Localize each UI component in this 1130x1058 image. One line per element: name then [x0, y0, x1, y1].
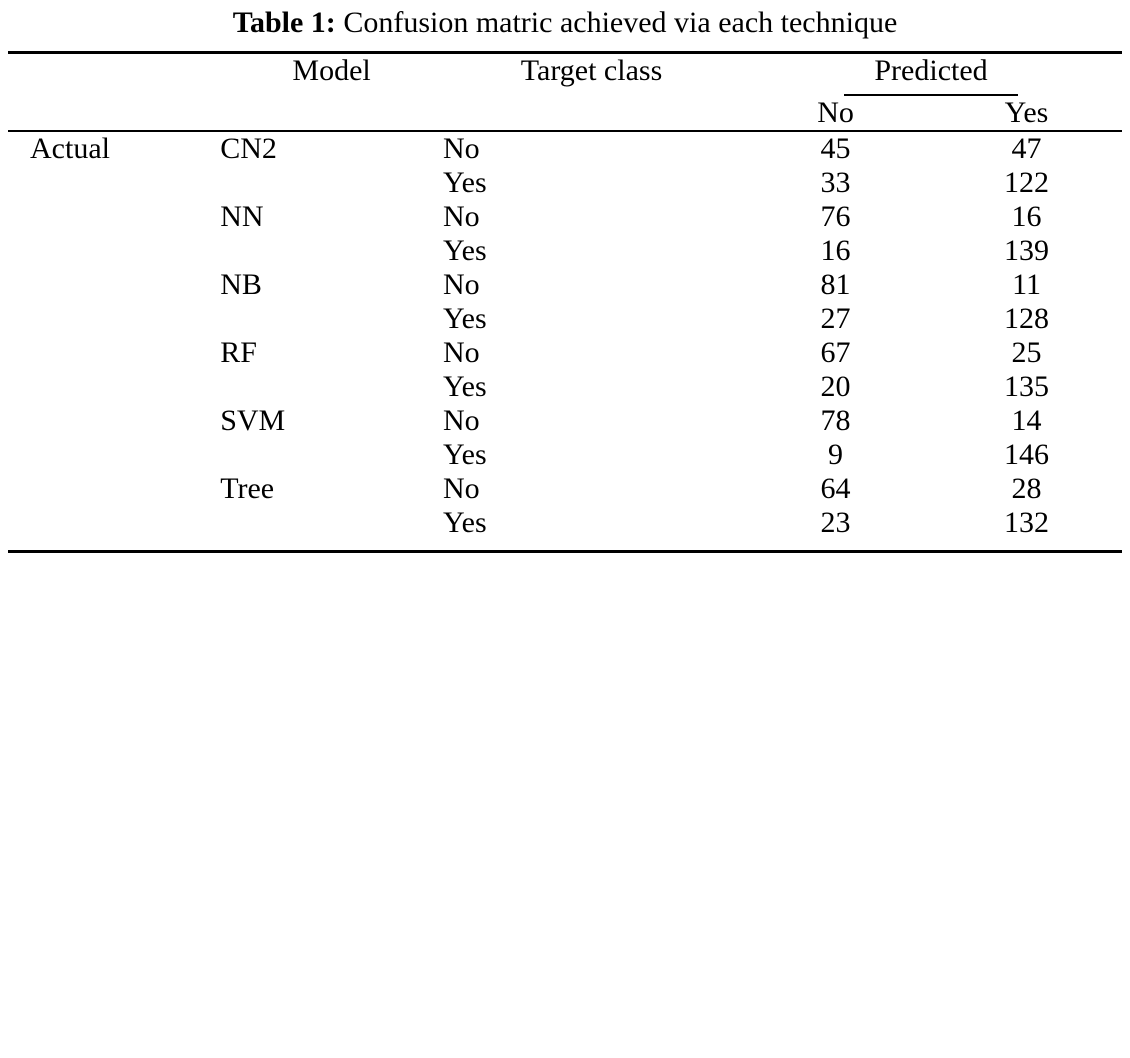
- row-actual-label: [8, 336, 220, 370]
- table-row: [8, 302, 1122, 336]
- table-row: [8, 472, 1122, 506]
- row-model: NN: [220, 199, 264, 233]
- caption-label: Table 1:: [232, 6, 336, 39]
- row-pred-no: 33: [820, 165, 851, 199]
- row-pred-no: 76: [820, 199, 851, 233]
- row-target: No: [442, 267, 480, 301]
- row-target: Yes: [442, 505, 487, 539]
- caption-text: Confusion matric achieved via each technique: [343, 6, 898, 39]
- row-target: Yes: [442, 301, 487, 335]
- row-target: No: [442, 403, 480, 437]
- subheader-blank-1: [8, 96, 220, 131]
- confusion-matrix-table: [8, 51, 1122, 553]
- row-pred-yes: 28: [1011, 471, 1042, 505]
- row-model: [220, 438, 443, 472]
- row-target: Yes: [442, 369, 487, 403]
- row-pred-no: 64: [820, 471, 851, 505]
- table-bottom-rule: [8, 551, 1122, 553]
- row-pred-yes: 122: [1004, 165, 1049, 199]
- row-pred-yes: 139: [1004, 233, 1049, 267]
- row-actual-label: [8, 234, 220, 268]
- row-pred-no: 78: [820, 403, 851, 437]
- row-actual-label: Actual: [30, 131, 110, 165]
- row-actual-label: [8, 268, 220, 302]
- header-model: Model: [292, 53, 371, 87]
- row-pred-no: 27: [820, 301, 851, 335]
- row-pred-no: 20: [820, 369, 851, 403]
- row-pred-yes: 135: [1004, 369, 1049, 403]
- table-bottom-spacer: [8, 540, 1122, 552]
- table-row: [8, 234, 1122, 268]
- row-target: No: [442, 335, 480, 369]
- row-pred-yes: 11: [1012, 267, 1041, 301]
- row-model: [220, 302, 443, 336]
- row-model: CN2: [220, 131, 277, 165]
- header-row-primary: [8, 54, 1122, 96]
- header-blank: [8, 54, 220, 96]
- row-model: NB: [220, 267, 262, 301]
- row-actual-label: [8, 506, 220, 540]
- table-row: [8, 506, 1122, 540]
- table-row: [8, 370, 1122, 404]
- row-actual-label: [8, 200, 220, 234]
- table-row: [8, 200, 1122, 234]
- row-pred-yes: 47: [1011, 131, 1042, 165]
- row-actual-label: [8, 472, 220, 506]
- row-actual-label: [8, 166, 220, 200]
- row-actual-label: [8, 404, 220, 438]
- row-model: [220, 166, 443, 200]
- row-model: SVM: [220, 403, 286, 437]
- row-target: Yes: [442, 233, 487, 267]
- row-actual-label: [8, 302, 220, 336]
- row-pred-no: 9: [828, 437, 844, 471]
- subheader-predicted-yes: Yes: [1004, 95, 1049, 129]
- table-row: [8, 438, 1122, 472]
- row-target: Yes: [442, 437, 487, 471]
- header-predicted: Predicted: [844, 54, 1017, 96]
- table-row: [8, 132, 1122, 166]
- row-pred-yes: 146: [1004, 437, 1049, 471]
- row-pred-no: 16: [820, 233, 851, 267]
- row-actual-label: [8, 370, 220, 404]
- row-pred-yes: 25: [1011, 335, 1042, 369]
- row-model: Tree: [220, 471, 275, 505]
- subheader-blank-3: [443, 96, 740, 131]
- row-pred-yes: 132: [1004, 505, 1049, 539]
- row-actual-label: [8, 438, 220, 472]
- header-row-secondary: [8, 96, 1122, 131]
- header-predicted-group: [740, 54, 1122, 96]
- row-model: [220, 506, 443, 540]
- row-pred-no: 45: [820, 131, 851, 165]
- row-pred-yes: 16: [1011, 199, 1042, 233]
- table-row: [8, 166, 1122, 200]
- row-pred-no: 23: [820, 505, 851, 539]
- subheader-predicted-no: No: [817, 95, 854, 129]
- row-target: No: [442, 471, 480, 505]
- header-target-class: Target class: [520, 53, 663, 87]
- table-row: [8, 268, 1122, 302]
- row-model: [220, 370, 443, 404]
- row-model: RF: [220, 335, 257, 369]
- row-target: No: [442, 199, 480, 233]
- table-caption: [8, 0, 1122, 51]
- row-target: No: [442, 131, 480, 165]
- row-target: Yes: [442, 165, 487, 199]
- row-pred-no: 81: [820, 267, 851, 301]
- row-pred-no: 67: [820, 335, 851, 369]
- table-row: [8, 336, 1122, 370]
- row-model: [220, 234, 443, 268]
- subheader-blank-2: [220, 96, 443, 131]
- table-row: [8, 404, 1122, 438]
- row-pred-yes: 128: [1004, 301, 1049, 335]
- row-pred-yes: 14: [1011, 403, 1042, 437]
